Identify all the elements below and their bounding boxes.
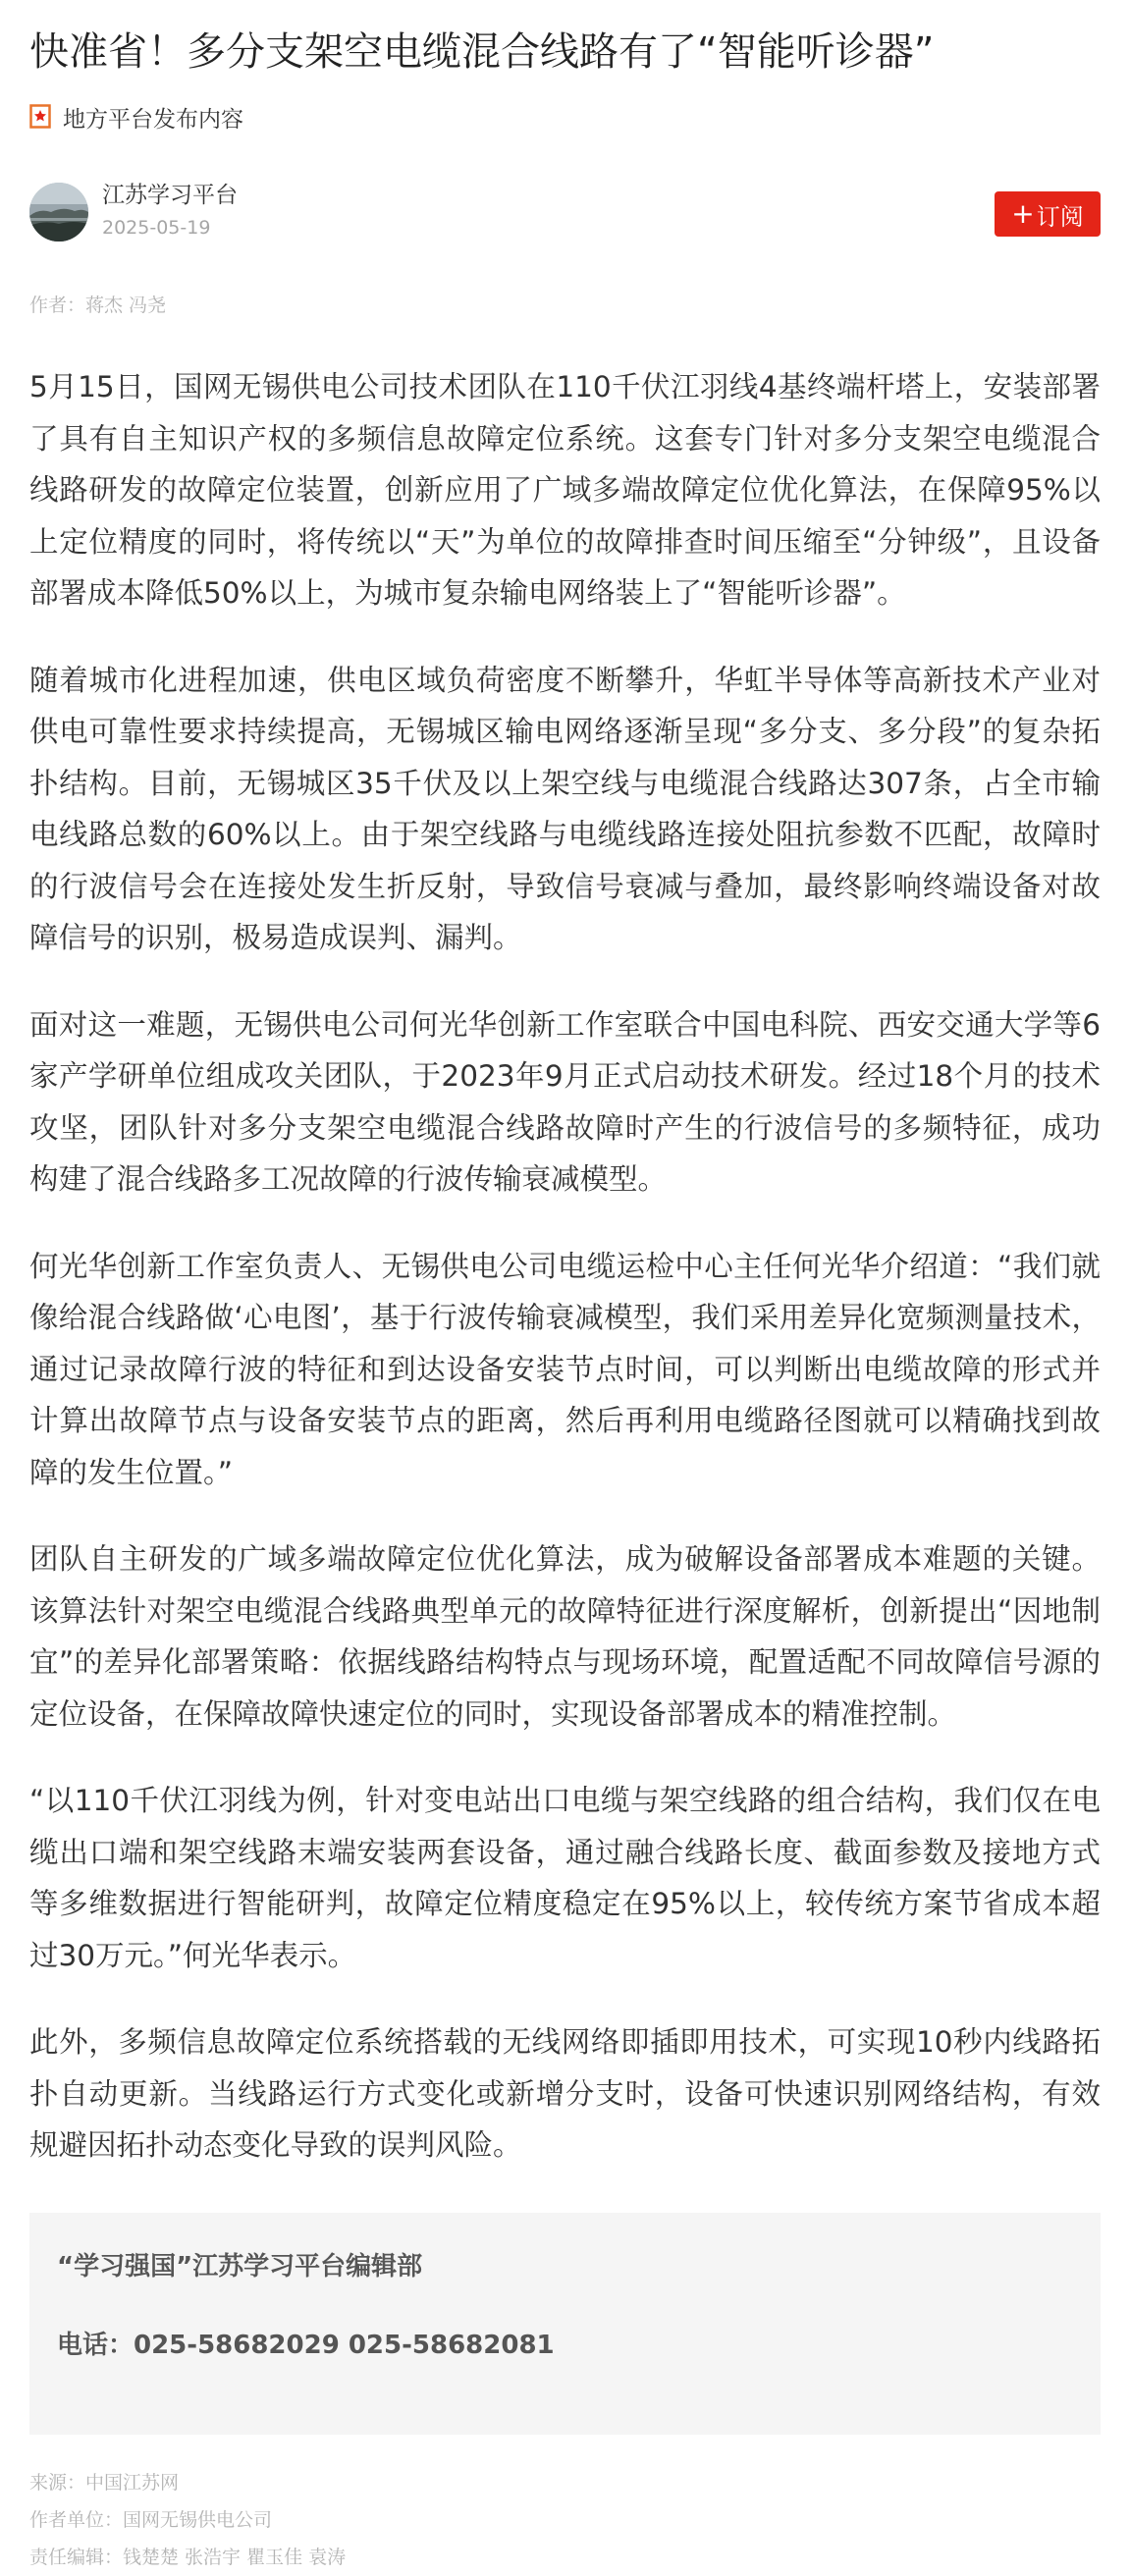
author-row	[29, 177, 1101, 245]
paragraph: 面对这一难题，无锡供电公司何光华创新工作室联合中国电科院、西安交通大学等6家产学研单位组成攻关团队，于2023年9月正式启动技术研发。经过18个月的技术攻坚，团队针对多分支架空电缆混合线路故障时产生的行波信号的多频特征，成功构建了混合线路多工况故障的行波传输衰减模型。	[29, 1007, 1101, 1196]
source-tag-label: 地方平台发布内容	[63, 106, 243, 133]
platform-name[interactable]: 江苏学习平台	[102, 183, 238, 208]
paragraph: 5月15日，国网无锡供电公司技术团队在110千伏江羽线4基终端杆塔上，安装部署了具有自主知识产权的多频信息故障定位系统。这套专门针对多分支架空电缆混合线路研发的故障定位装置，创新应用了广域多端故障定位优化算法，在保障95%以上定位精度的同时，将传统以“天”为单位的故障排查时间压缩至“分钟级”，且设备部署成本降低50%以上，为城市复杂输电网络装上了“智能听诊器”。	[29, 370, 1101, 610]
publish-date: 2025-05-19	[102, 217, 211, 239]
subscribe-button[interactable]	[995, 191, 1101, 237]
paragraph: 随着城市化进程加速，供电区域负荷密度不断攀升，华虹半导体等高新技术产业对供电可靠性要求持续提高，无锡城区输电网络逐渐呈现“多分支、多分段”的复杂拓扑结构。目前，无锡城区35千伏及以上架空线与电缆混合线路达307条，占全市输电线路总数的60%以上。由于架空线路与电缆线路连接处阻抗参数不匹配，故障时的行波信号会在连接处发生折反射，导致信号衰减与叠加，最终影响终端设备对故障信号的识别，极易造成误判、漏判。	[29, 663, 1101, 954]
badge-icon	[29, 104, 51, 130]
avatar[interactable]	[29, 183, 88, 242]
paragraph: 何光华创新工作室负责人、无锡供电公司电缆运检中心主任何光华介绍道：“我们就像给混合线路做‘心电图’，基于行波传输衰减模型，我们采用差异化宽频测量技术，通过记录故障行波的特征和到达设备安装节点时间，可以判断出电缆故障的形式并计算出故障节点与设备安装节点的距离，然后再利用电缆路径图就可以精确找到故障的发生位置。”	[29, 1249, 1101, 1489]
contact-box	[29, 2213, 1101, 2435]
paragraph: “以110千伏江羽线为例，针对变电站出口电缆与架空线路的组合结构，我们仅在电缆出口端和架空线路末端安装两套设备，通过融合线路长度、截面参数及接地方式等多维数据进行智能研判，故障定位精度稳定在95%以上，较传统方案节省成本超过30万元。”何光华表示。	[29, 1784, 1101, 1972]
article-body	[29, 361, 1101, 2207]
meta-editors: 责任编辑：钱楚楚 张浩宇 瞿玉佳 袁涛	[29, 2547, 347, 2568]
paragraph: 团队自主研发的广域多端故障定位优化算法，成为破解设备部署成本难题的关键。该算法针对架空电缆混合线路典型单元的故障特征进行深度解析，创新提出“因地制宜”的差异化部署策略：依据线路结构特点与现场环境，配置适配不同故障信号源的定位设备，在保障故障快速定位的同时，实现设备部署成本的精准控制。	[29, 1542, 1101, 1731]
subscribe-label: 订阅	[1036, 202, 1084, 231]
source-tag	[29, 96, 243, 137]
plus-icon: +	[1011, 197, 1035, 230]
paragraph: 此外，多频信息故障定位系统搭载的无线网络即插即用技术，可实现10秒内线路拓扑自动更新。当线路运行方式变化或新增分支时，设备可快速识别网络结构，有效规避因拓扑动态变化导致的误判风险。	[29, 2025, 1101, 2162]
meta-author-unit: 作者单位：国网无锡供电公司	[29, 2509, 273, 2531]
contact-phone: 电话：025-58682029 025-58682081	[57, 2331, 555, 2360]
article-meta	[29, 2464, 346, 2576]
meta-source: 来源：中国江苏网	[29, 2472, 180, 2494]
article-title: 快准省！多分支架空电缆混合线路有了“智能听诊器”	[29, 29, 935, 75]
contact-org: “学习强国”江苏学习平台编辑部	[57, 2252, 423, 2281]
byline: 作者：蒋杰 冯尧	[29, 295, 167, 316]
